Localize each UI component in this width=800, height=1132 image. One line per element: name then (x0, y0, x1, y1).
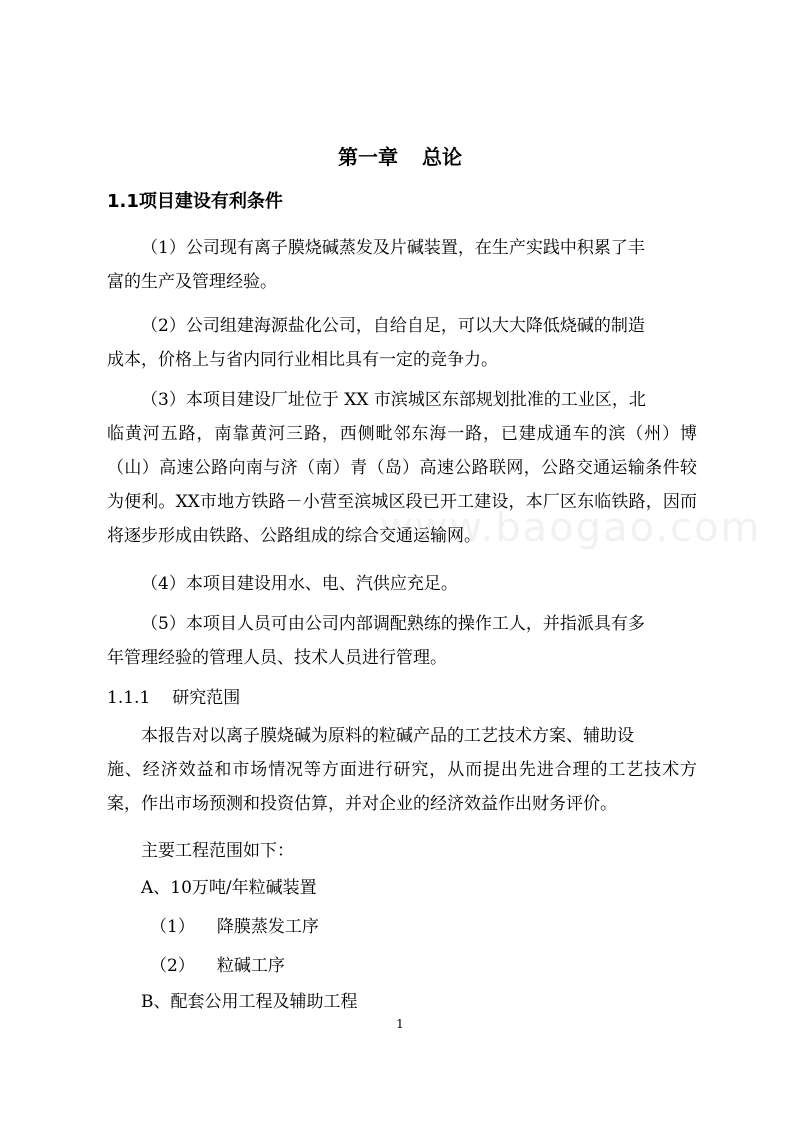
item-b: B、配套公用工程及辅助工程 (141, 992, 358, 1012)
subsection-number: 1.1.1 (107, 688, 151, 708)
item-2-first-line: （2）公司组建海源盐化公司，自给自足，可以大大降低烧碱的制造 (141, 316, 645, 336)
sub-item-1-number: （1） (150, 917, 195, 937)
subsection-title: 研究范围 (172, 688, 241, 708)
item-4-paragraph (107, 567, 697, 601)
item-a: A、10万吨/年粒碱装置 (141, 878, 317, 898)
item-1-paragraph (107, 231, 697, 299)
item-2-paragraph (107, 309, 697, 377)
chapter-title-number: 第一章 (338, 145, 398, 169)
item-2-rest: 成本，价格上与省内同行业相比具有一定的竞争力。 (107, 350, 498, 370)
chapter-title (0, 142, 800, 172)
watermark: www.baogao.com (380, 505, 762, 551)
item-1-rest: 富的生产及管理经验。 (107, 272, 277, 292)
section-heading: 1.1项目建设有利条件 (107, 191, 283, 212)
item-3-first-line: （3）本项目建设厂址位于 XX 市滨城区东部规划批准的工业区，北 (141, 390, 646, 410)
sub-item-2-number: （2） (150, 956, 195, 976)
item-3-paragraph (107, 383, 697, 553)
item-3-rest: 临黄河五路，南靠黄河三路，西侧毗邻东海一路，已建成通车的滨（州）博（山）高速公路向南与济（南）青（岛）高速公路联网，公路交通运输条件较为便利。XX市地方铁路－小营至滨城区段已开工建设，本厂区东临铁路，因而将逐步形成由铁路、公路组成的综合交通运输网。 (107, 424, 697, 546)
chapter-title-text: 总论 (422, 145, 462, 169)
scope-first-line: 本报告对以离子膜烧碱为原料的粒碱产品的工艺技术方案、辅助设 (141, 726, 634, 746)
subsection-heading (107, 681, 240, 715)
sub-item-2 (150, 949, 285, 983)
item-5-rest: 年管理经验的管理人员、技术人员进行管理。 (107, 648, 447, 668)
item-1-first-line: （1）公司现有离子膜烧碱蒸发及片碱装置，在生产实践中积累了丰 (141, 238, 645, 258)
item-4-line: （4）本项目建设用水、电、汽供应充足。 (141, 574, 458, 594)
scope-rest: 施、经济效益和市场情况等方面进行研究，从而提出先进合理的工艺技术方案，作出市场预测和投资估算，并对企业的经济效益作出财务评价。 (107, 760, 697, 814)
sub-item-2-text: 粒碱工序 (216, 956, 285, 976)
page-number: 1 (396, 1017, 404, 1031)
item-5-paragraph (107, 607, 697, 675)
scope-list-intro: 主要工程范围如下： (141, 841, 294, 861)
item-5-first-line: （5）本项目人员可由公司内部调配熟练的操作工人，并指派具有多 (141, 614, 645, 634)
sub-item-1 (150, 910, 319, 944)
sub-item-1-text: 降膜蒸发工序 (216, 917, 319, 937)
scope-paragraph (107, 719, 697, 821)
